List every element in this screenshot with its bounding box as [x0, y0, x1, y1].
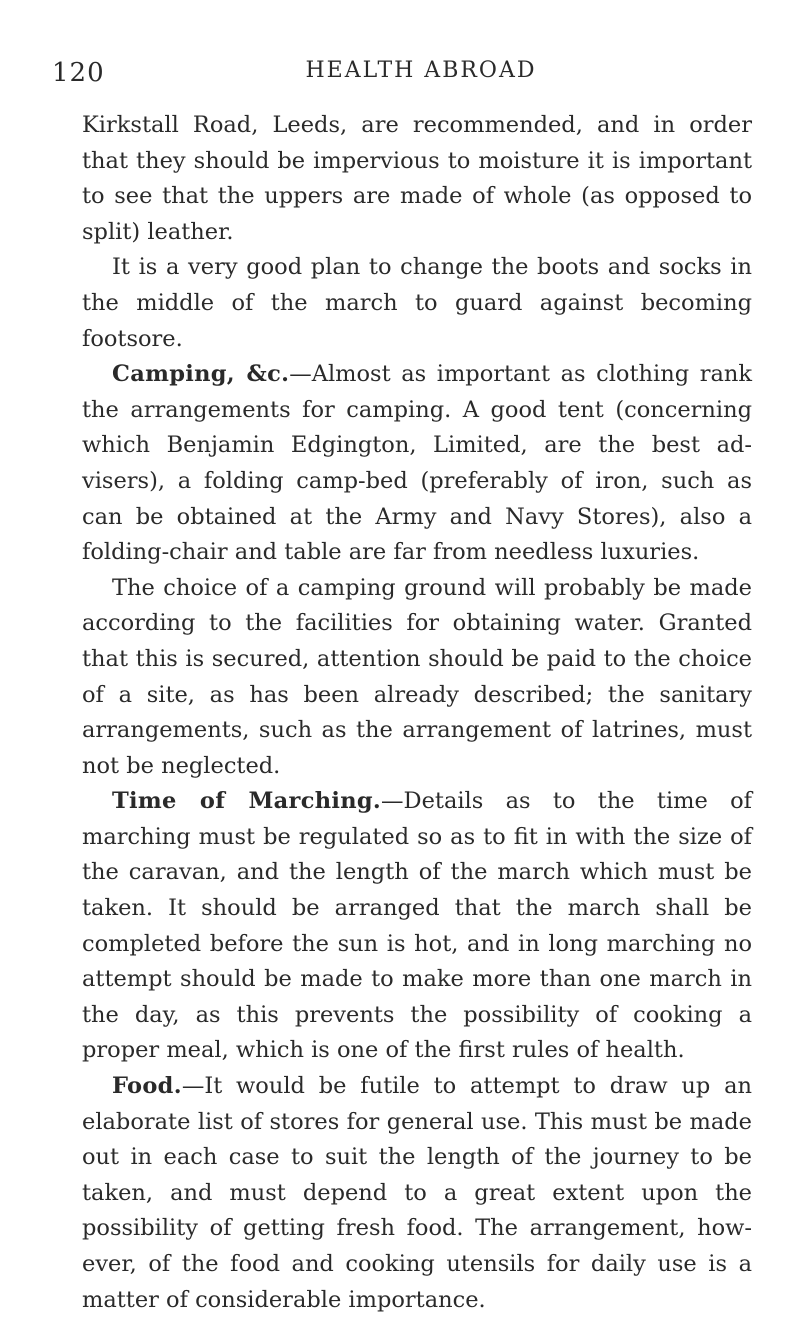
section-heading-time-of-marching: Time of Marching.	[112, 788, 382, 815]
page-header	[52, 58, 752, 98]
paragraph-text: —Details as to the time of marching must be regulated so as to fit in with the size of the caravan, and the length of the march which must be taken. It should be arranged that the march shall be completed before the sun is hot, and in long marching no attempt should be made to make more than one march in the day, as this prevents the possibility of cooking a proper meal, which is one of the first rules of health.	[82, 788, 752, 1064]
paragraph-text: Kirkstall Road, Leeds, are recommended, and in order that they should be impervious to moisture it is important to see that the uppers are made of whole (as opposed to split) leather.	[82, 112, 752, 245]
running-title: HEALTH ABROAD	[305, 58, 537, 83]
paragraph-food	[82, 1069, 752, 1318]
section-heading-camping: Camping, &c.	[112, 361, 290, 388]
paragraph-change-boots	[82, 250, 752, 357]
paragraph-text: The choice of a camping ground will probably be made according to the facilities for obtaining water. Granted that this is secured, attention should be paid to the choice of a site, as has been already described; the sanitary arrangements, such as the arrangement of latrines, must not be neglected.	[82, 574, 752, 779]
paragraph-text: It is a very good plan to change the boots and socks in the middle of the march to guard against becoming footsore.	[82, 254, 752, 352]
paragraph-camping	[82, 357, 752, 571]
page-number: 120	[52, 58, 105, 88]
paragraph-text: —It would be futile to attempt to draw up an elaborate list of stores for general use. This must be made out in each case to suit the length of the journey to be taken, and must depend to a great extent upon the possibility of getting fresh food. The arrangement, however, of the food and cooking utensils for daily use is a matter of considerable importance.	[82, 1073, 752, 1313]
paragraph-camping-ground	[82, 571, 752, 785]
body-text	[82, 108, 752, 1318]
paragraph-text: —Almost as important as clothing rank the arrangements for camping. A good tent (concerning which Benjamin Edgington, Limited, are the best advisers), a folding camp-bed (preferably of iron, such as can be obtained at the Army and Navy Stores), also a folding-chair and table are far from needless luxuries.	[82, 361, 752, 566]
paragraph-time-of-marching	[82, 784, 752, 1069]
section-heading-food: Food.	[112, 1073, 182, 1100]
paragraph-boots	[82, 108, 752, 250]
